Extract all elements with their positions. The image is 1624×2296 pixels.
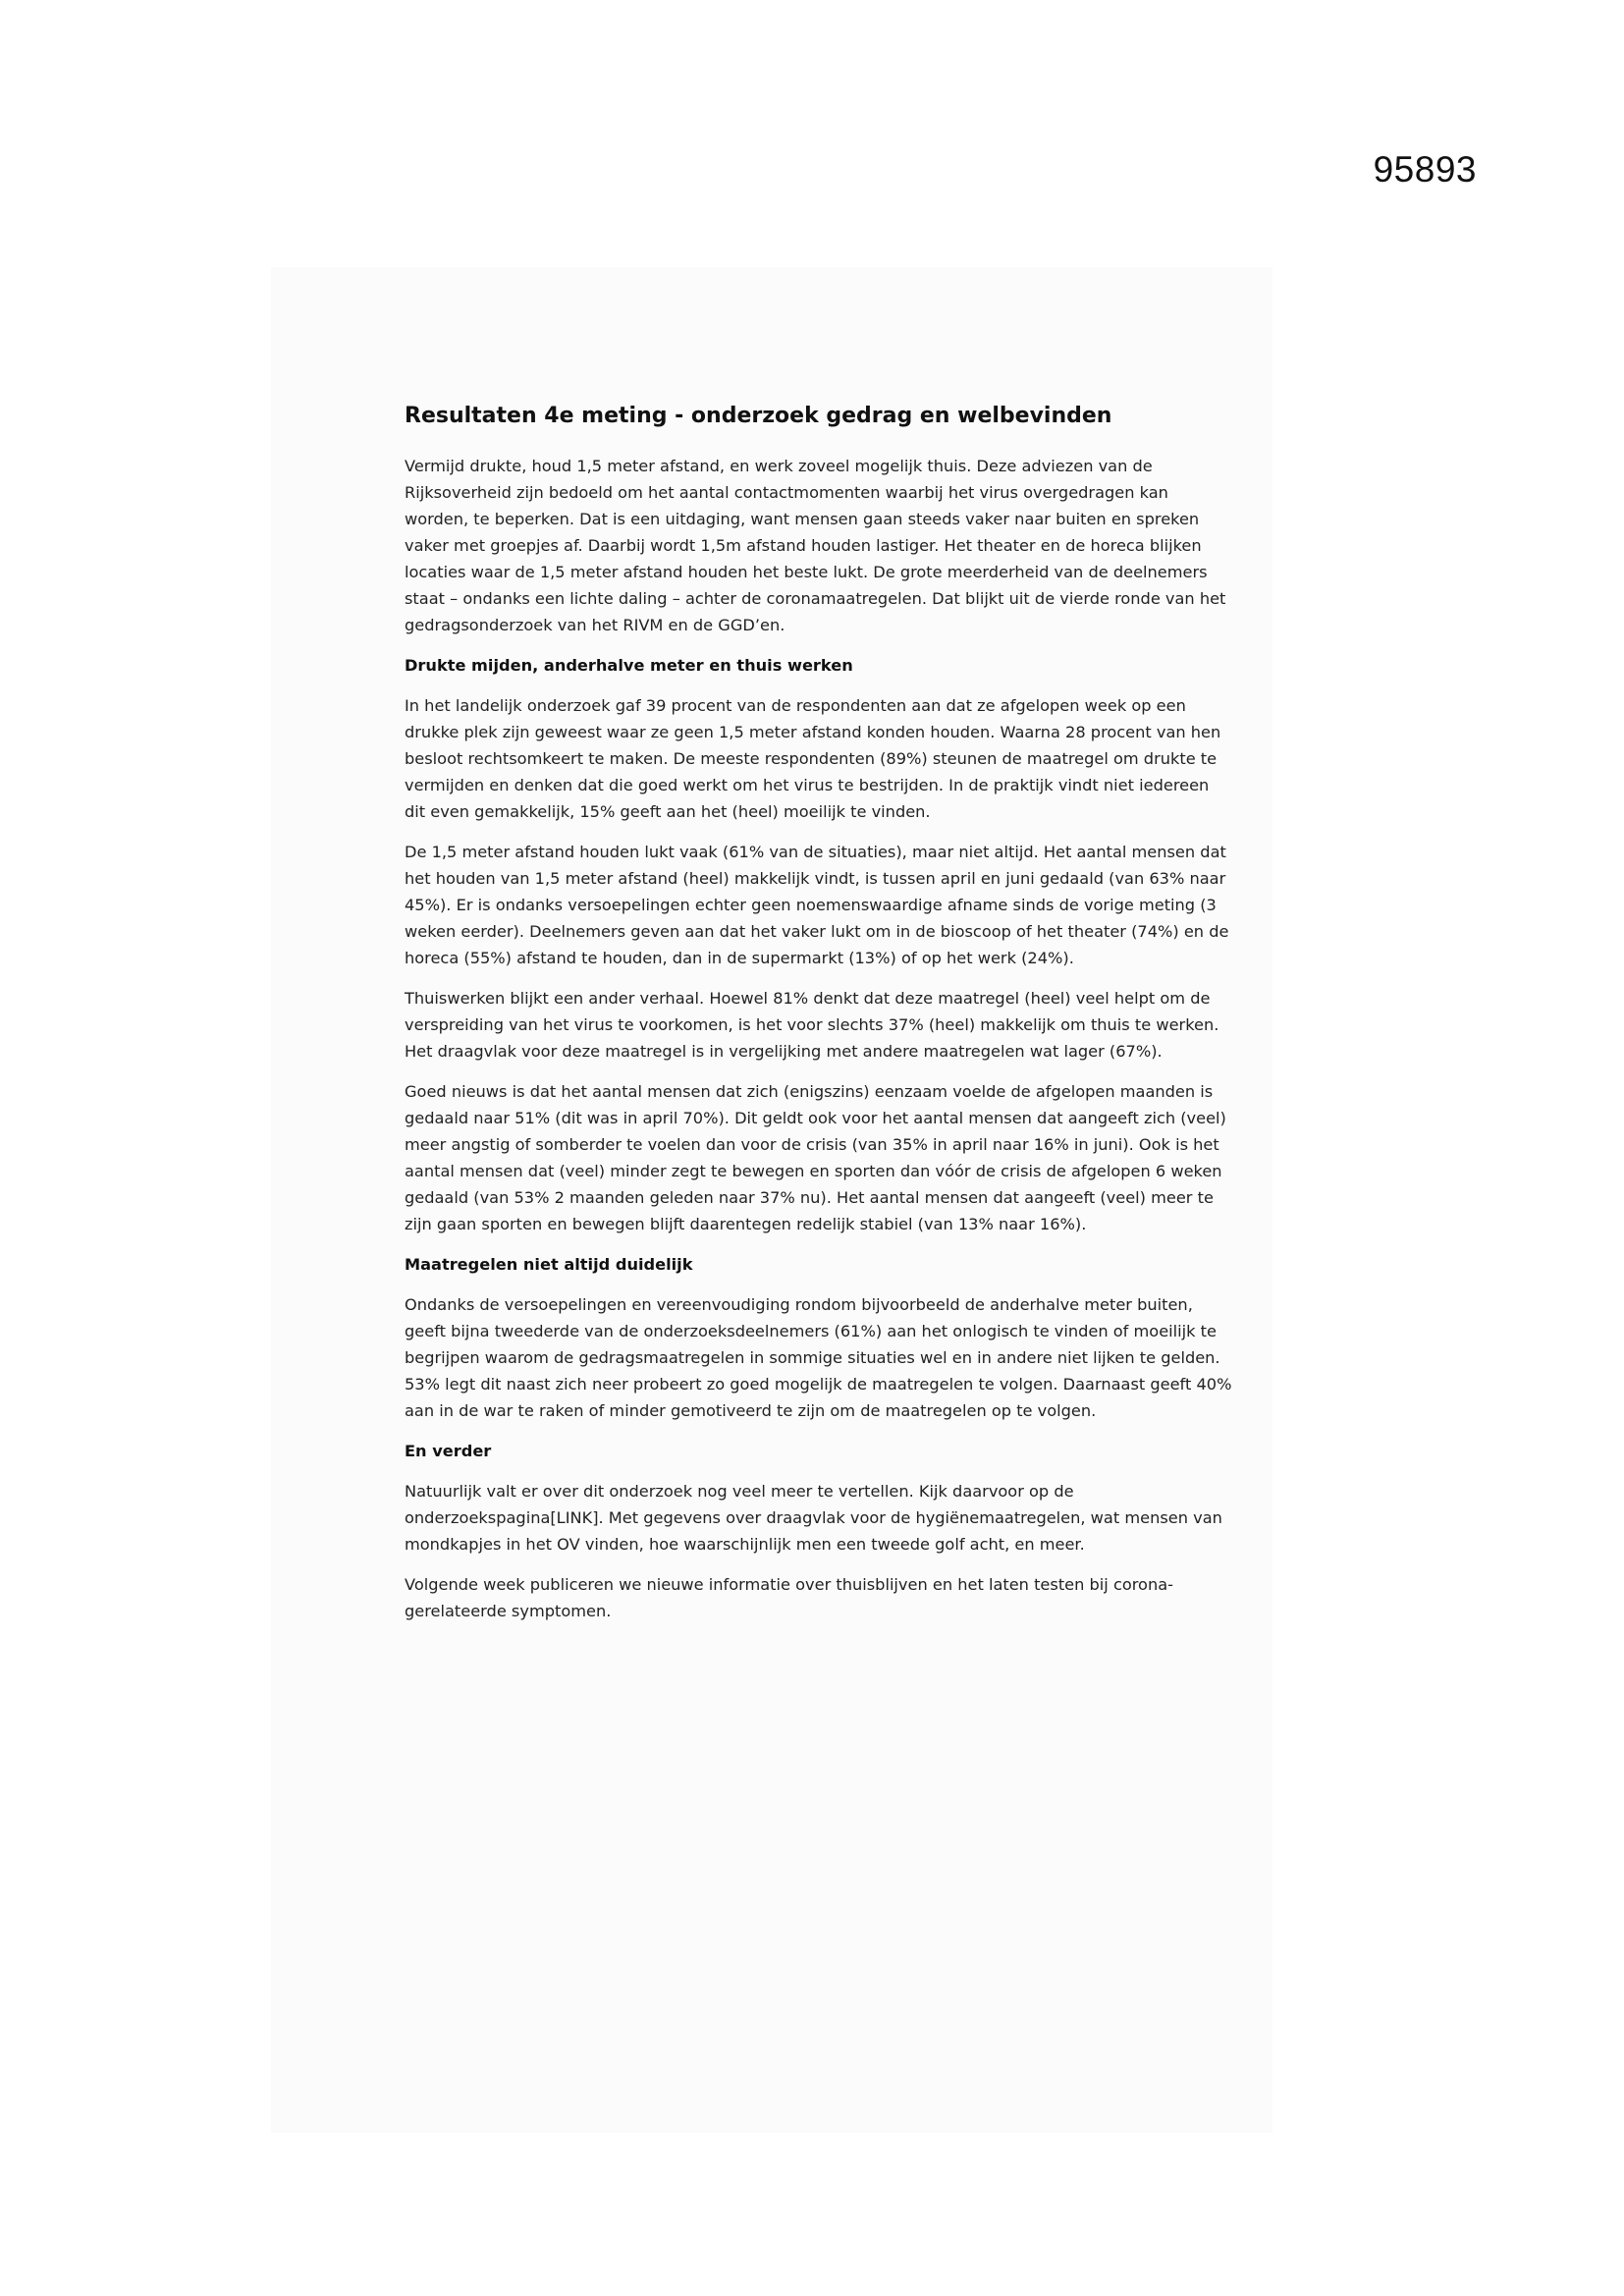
section-heading-maatregelen: Maatregelen niet altijd duidelijk	[405, 1254, 693, 1274]
section-heading-drukte: Drukte mijden, anderhalve meter en thuis werken	[405, 655, 853, 675]
page-title: Resultaten 4e meting - onderzoek gedrag en welbevinden	[405, 404, 1112, 428]
paragraph-maatregelen-1: Ondanks de versoepelingen en vereenvoudiging rondom bijvoorbeeld de anderhalve meter buiten, geeft bijna tweederde van de onderzoeksdeelnemers (61%) aan het onlogisch te vinden of moeilijk te begrijpen waarom de gedragsmaatregelen in sommige situaties wel en in andere niet lijken te gelden. 53% legt dit naast zich neer probeert zo goed mogelijk de maatregelen te volgen. Daarnaast geeft 40% aan in de war te raken of minder gemotiveerd te zijn om de maatregelen op te volgen.	[405, 1294, 1232, 1420]
paragraph-drukte-2: De 1,5 meter afstand houden lukt vaak (61% van de situaties), maar niet altijd. Het aantal mensen dat het houden van 1,5 meter afstand (heel) makkelijk vindt, is tussen april en juni gedaald (van 63% naar 45%). Er is ondanks versoepelingen echter geen noemenswaardige afname sinds de vorige meting (3 weken eerder). Deelnemers geven aan dat het vaker lukt om in de bioscoop of het theater (74%) en de horeca (55%) afstand te houden, dan in de supermarkt (13%) of op het werk (24%).	[405, 842, 1229, 967]
paragraph-drukte-4: Goed nieuws is dat het aantal mensen dat zich (enigszins) eenzaam voelde de afgelopen maanden is gedaald naar 51% (dit was in april 70%). Dit geldt ook voor het aantal mensen dat aangeeft zich (veel) meer angstig of somberder te voelen dan voor de crisis (van 35% in april naar 16% in juni). Ook is het aantal mensen dat (veel) minder zegt te bewegen en sporten dan vóór de crisis de afgelopen 6 weken gedaald (van 53% 2 maanden geleden naar 37% nu). Het aantal mensen dat aangeeft (veel) meer te zijn gaan sporten en bewegen blijft daarentegen redelijk stabiel (van 13% naar 16%).	[405, 1081, 1226, 1233]
document-body	[405, 403, 1234, 1638]
intro-paragraph: Vermijd drukte, houd 1,5 meter afstand, en werk zoveel mogelijk thuis. Deze adviezen van de Rijksoverheid zijn bedoeld om het aantal contactmomenten waarbij het virus overgedragen kan worden, te beperken. Dat is een uitdaging, want mensen gaan steeds vaker naar buiten en spreken vaker met groepjes af. Daarbij wordt 1,5m afstand houden lastiger. Het theater en de horeca blijken locaties waar de 1,5 meter afstand houden het beste lukt. De grote meerderheid van de deelnemers staat – ondanks een lichte daling – achter de coronamaatregelen. Dat blijkt uit de vierde ronde van het gedragsonderzoek van het RIVM en de GGD’en.	[405, 456, 1226, 634]
section-heading-en-verder: En verder	[405, 1441, 492, 1460]
paragraph-drukte-3: Thuiswerken blijkt een ander verhaal. Hoewel 81% denkt dat deze maatregel (heel) veel helpt om de verspreiding van het virus te voorkomen, is het voor slechts 37% (heel) makkelijk om thuis te werken. Het draagvlak voor deze maatregel is in vergelijking met andere maatregelen wat lager (67%).	[405, 988, 1219, 1061]
document-number: 95893	[1373, 149, 1477, 190]
paragraph-en-verder-1: Natuurlijk valt er over dit onderzoek nog veel meer te vertellen. Kijk daarvoor op de onderzoekspagina[LINK]. Met gegevens over draagvlak voor de hygiënemaatregelen, wat mensen van mondkapjes in het OV vinden, hoe waarschijnlijk men een tweede golf acht, en meer.	[405, 1481, 1222, 1554]
paragraph-drukte-1: In het landelijk onderzoek gaf 39 procent van de respondenten aan dat ze afgelopen week op een drukke plek zijn geweest waar ze geen 1,5 meter afstand konden houden. Waarna 28 procent van hen besloot rechtsomkeert te maken. De meeste respondenten (89%) steunen de maatregel om drukte te vermijden en denken dat die goed werkt om het virus te bestrijden. In de praktijk vindt niet iedereen dit even gemakkelijk, 15% geeft aan het (heel) moeilijk te vinden.	[405, 695, 1221, 821]
paragraph-en-verder-2: Volgende week publiceren we nieuwe informatie over thuisblijven en het laten testen bij corona-gerelateerde symptomen.	[405, 1574, 1173, 1620]
